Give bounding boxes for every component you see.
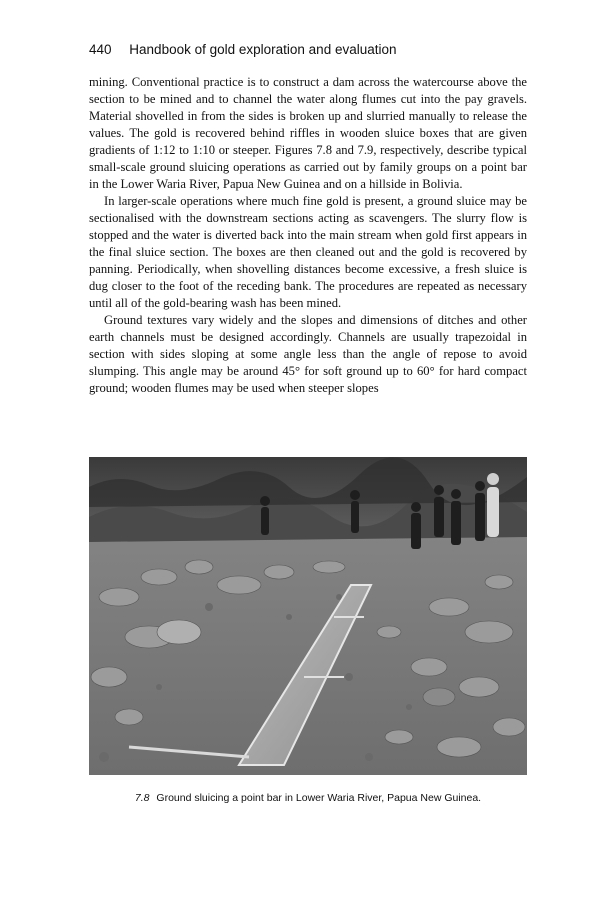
figure-photo <box>89 457 527 775</box>
running-header <box>89 42 397 57</box>
paragraph-2: In larger-scale operations where much fine gold is present, a ground sluice may be sectionalised with the downstream sections acting as scavengers. The slurry flow is stopped and the water is diverted back into the main stream when gold first appears in the final sluice section. The boxes are then cleaned out and the gold is recovered by panning. Periodically, when shovelling distances become excessive, a fresh sluice is dug closer to the foot of the receding bank. The procedures are repeated as necessary until all of the gold-bearing wash has been mined. <box>89 194 527 310</box>
page-number: 440 <box>89 42 112 57</box>
body-text <box>89 74 527 397</box>
sluice-photo-illustration <box>89 457 527 775</box>
paragraph-3: Ground textures vary widely and the slopes and dimensions of ditches and other earth channels must be designed accordingly. Channels are usually trapezoidal in section with sides sloping at some angle less than the angle of repose to avoid slumping. This angle may be around 45° for soft ground up to 60° for hard compact ground; wooden flumes may be used when steeper slopes <box>89 313 527 395</box>
paragraph-1: mining. Conventional practice is to construct a dam across the watercourse above the section to be mined and to channel the water along flumes cut into the pay gravels. Material shovelled in from the sides is broken up and slurried manually to release the values. The gold is recovered behind riffles in wooden sluice boxes that are given gradients of 1:12 to 1:10 or steeper. Figures 7.8 and 7.9, respectively, describe typical small-scale ground sluicing operations as carried out by family groups on a point bar in the Lower Waria River, Papua New Guinea and on a hillside in Bolivia. <box>89 75 527 191</box>
figure-number: 7.8 <box>134 792 150 804</box>
figure-caption-text: Ground sluicing a point bar in Lower Waria River, Papua New Guinea. <box>156 792 482 804</box>
running-title: Handbook of gold exploration and evaluation <box>129 42 397 57</box>
figure-caption <box>89 792 527 804</box>
